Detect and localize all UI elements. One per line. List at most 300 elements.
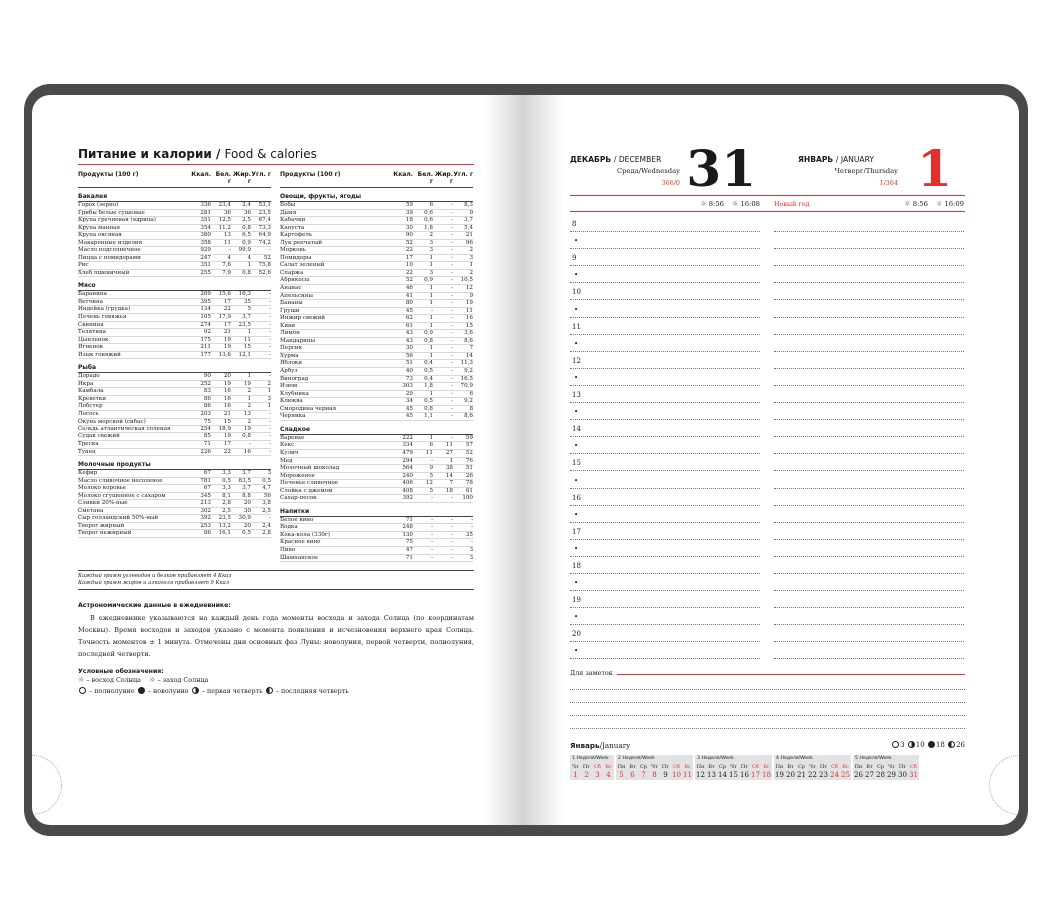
planner-cell-jan-1[interactable] <box>774 574 964 591</box>
hour-label: 15 <box>572 459 581 468</box>
food-value: 1 <box>429 315 433 322</box>
food-value: 15,6 <box>218 291 231 298</box>
food-name: Кулич <box>280 449 299 456</box>
hour-label: 18 <box>572 561 581 570</box>
food-name: Молоко сгущенное с сахаром <box>78 492 166 499</box>
planner-cell-jan-1[interactable] <box>774 557 964 574</box>
planner-line <box>570 318 965 335</box>
day-number: 28 <box>876 771 885 780</box>
half-hour-dot: • <box>574 237 579 246</box>
planner-cell-jan-1[interactable] <box>774 420 964 437</box>
food-value: 1 <box>429 322 433 329</box>
planner-cell-dec-31[interactable] <box>570 420 760 437</box>
planner-cell-dec-31[interactable] <box>570 471 760 488</box>
food-value: 12 <box>465 285 473 292</box>
footnote: Каждый грамм углеводов и белков прибавляет 4 Ккал <box>78 573 232 580</box>
food-value: 1 <box>429 434 433 441</box>
calendar-day[interactable] <box>682 763 693 780</box>
food-name: Рис <box>78 262 89 269</box>
column-header: Бел. г <box>215 171 231 185</box>
food-value: 203 <box>200 410 211 417</box>
food-value: - <box>451 539 453 546</box>
food-value: 2 <box>429 232 433 239</box>
table-column-1 <box>78 168 271 562</box>
planner-cell-jan-1[interactable] <box>774 625 964 642</box>
table-row <box>280 353 473 361</box>
food-value: 0,8 <box>242 433 251 440</box>
planner-cell-dec-31[interactable] <box>570 215 760 232</box>
food-name: Изюм <box>280 383 298 390</box>
planner-cell-jan-1[interactable] <box>774 318 964 335</box>
planner-cell-dec-31[interactable] <box>570 352 760 369</box>
food-value: - <box>451 224 453 231</box>
day-number: 25 <box>841 771 850 780</box>
day-number: 9 <box>663 771 668 780</box>
food-name: Бобы <box>280 202 296 208</box>
planner-cell-dec-31[interactable] <box>570 335 760 352</box>
table-row <box>280 300 473 308</box>
food-value: 177 <box>200 351 211 358</box>
week-word: Неделя/Week <box>859 756 892 762</box>
food-name: Пицца с помидорами <box>78 254 141 261</box>
table-row <box>280 391 473 399</box>
weekday-abbr: Чт <box>809 764 816 771</box>
food-value: - <box>451 375 453 382</box>
calendar-day[interactable] <box>908 763 919 780</box>
weekday-abbr: Чт <box>572 764 579 771</box>
food-name: Арбуз <box>280 368 298 375</box>
weekday-abbr: Пн <box>696 764 705 771</box>
food-value: 52 <box>465 449 473 456</box>
weekday-abbr: Чт <box>888 764 895 771</box>
planner-cell-dec-31[interactable] <box>570 523 760 540</box>
calendar-day[interactable] <box>761 763 772 780</box>
hour-label: 12 <box>572 356 581 365</box>
table-row <box>280 255 473 263</box>
food-value: 2 <box>469 269 473 276</box>
food-value: 3 <box>429 247 433 254</box>
day-number: 13 <box>707 771 716 780</box>
food-name: Телятина <box>78 329 107 336</box>
food-name: Шампанское <box>280 554 319 561</box>
food-value: - <box>431 554 433 561</box>
food-value: - <box>269 441 271 448</box>
week-word: Неделя/Week <box>622 756 655 762</box>
planner-cell-jan-1[interactable] <box>774 591 964 608</box>
planner-cell-dec-31[interactable] <box>570 318 760 335</box>
food-value: 16 <box>243 448 251 455</box>
food-value: 6,5 <box>242 232 251 239</box>
food-value: 19 <box>223 336 231 343</box>
planner-cell-dec-31[interactable] <box>570 540 760 557</box>
holiday-label: Новый год <box>774 199 810 208</box>
food-value: 73,3 <box>258 224 271 231</box>
planner-line <box>570 471 965 488</box>
food-value: 20 <box>223 373 231 380</box>
food-value: - <box>269 298 271 305</box>
food-value: - <box>269 426 271 433</box>
planner-cell-jan-1[interactable] <box>774 266 964 283</box>
calendar-day[interactable] <box>750 763 761 780</box>
day-number: 24 <box>830 771 839 780</box>
food-value: - <box>431 539 433 546</box>
planner-cell-jan-1[interactable] <box>774 403 964 420</box>
food-name: Язык говяжий <box>78 351 121 358</box>
planner-cell-jan-1[interactable] <box>774 232 964 249</box>
planner-cell-dec-31[interactable] <box>570 369 760 386</box>
planner-cell-jan-1[interactable] <box>774 215 964 232</box>
food-name: Груши <box>280 307 300 314</box>
table-row <box>78 441 271 449</box>
calendar-day[interactable] <box>695 763 706 780</box>
week-days <box>774 763 851 780</box>
planner-cell-jan-1[interactable] <box>774 352 964 369</box>
category-title: Молочные продукты <box>78 461 271 470</box>
planner-cell-jan-1[interactable] <box>774 454 964 471</box>
half-hour-dot: • <box>574 305 579 314</box>
food-value: 2 <box>469 247 473 254</box>
planner-cell-jan-1[interactable] <box>774 506 964 523</box>
food-calories-section <box>78 147 474 697</box>
moon-phases: 3 10 18 26 <box>891 741 965 750</box>
food-value: 6 <box>429 442 433 449</box>
note-line[interactable] <box>570 716 965 729</box>
food-value: 294 <box>402 457 413 464</box>
table-row <box>280 517 473 525</box>
planner-cell-jan-1[interactable] <box>774 369 964 386</box>
calendar-day[interactable] <box>706 763 717 780</box>
food-value: 47 <box>405 546 413 553</box>
calendar-day[interactable] <box>570 763 581 780</box>
planner-cell-dec-31[interactable] <box>570 437 760 454</box>
day-number: 26 <box>854 771 863 780</box>
right-page <box>525 95 1019 825</box>
table-row <box>280 539 473 547</box>
first-quarter-icon <box>192 687 199 694</box>
food-value: 395 <box>200 298 211 305</box>
food-value: 281 <box>200 209 211 216</box>
food-value: 56 <box>405 352 413 359</box>
calendar-day[interactable] <box>717 763 728 780</box>
planner-cell-dec-31[interactable] <box>570 625 760 642</box>
note-line[interactable] <box>570 703 965 716</box>
planner-cell-dec-31[interactable] <box>570 574 760 591</box>
food-name: Капуста <box>280 224 305 231</box>
food-value: 9 <box>429 465 433 472</box>
food-value: 52 <box>405 277 413 284</box>
food-value: - <box>269 448 271 455</box>
food-value: 36 <box>243 209 251 216</box>
planner-cell-jan-1[interactable] <box>774 437 964 454</box>
column-header: Продукты (100 г) <box>78 171 139 178</box>
planner-cell-dec-31[interactable] <box>570 403 760 420</box>
calendar-week <box>853 755 919 780</box>
planner-cell-dec-31[interactable] <box>570 283 760 300</box>
planner-cell-jan-1[interactable] <box>774 608 964 625</box>
column-header: Жир. г <box>232 171 251 185</box>
food-value: 354 <box>200 224 211 231</box>
calendar-day[interactable] <box>581 763 592 780</box>
food-name: Яблоки <box>280 360 303 367</box>
food-value: - <box>269 336 271 343</box>
food-value: - <box>269 344 271 351</box>
calendar-day[interactable] <box>649 763 660 780</box>
table-row <box>280 330 473 338</box>
table-row <box>78 449 271 457</box>
planner-cell-dec-31[interactable] <box>570 591 760 608</box>
food-value: 9,2 <box>464 368 473 375</box>
food-value: - <box>269 291 271 298</box>
food-value: 8,6 <box>464 413 473 420</box>
table-header <box>78 168 271 188</box>
column-header: Угл. г <box>251 171 271 178</box>
calendar-day[interactable] <box>592 763 603 780</box>
food-value: 16,1 <box>218 530 231 537</box>
food-name: Киви <box>280 322 295 329</box>
calendar-day[interactable] <box>774 763 785 780</box>
table-row <box>280 270 473 278</box>
food-value: 2,8 <box>262 530 271 537</box>
planner-cell-dec-31[interactable] <box>570 557 760 574</box>
food-name: Пиво <box>280 546 296 553</box>
table-row <box>280 442 473 450</box>
table-row <box>78 396 271 404</box>
food-name: Кабачки <box>280 217 306 224</box>
food-value: 16 <box>223 388 231 395</box>
food-value: - <box>451 262 453 269</box>
planner-cell-jan-1[interactable] <box>774 300 964 317</box>
day-number: 2 <box>584 771 589 780</box>
food-value: - <box>431 307 433 314</box>
planner-line <box>570 335 965 352</box>
food-value: 41 <box>405 292 413 299</box>
calendar-day[interactable] <box>853 763 864 780</box>
table-column-2 <box>280 168 473 562</box>
food-value: 334 <box>402 442 413 449</box>
planner-cell-dec-31[interactable] <box>570 489 760 506</box>
food-value: 11,3 <box>460 360 473 367</box>
half-hour-dot: • <box>574 373 579 382</box>
calendar-day[interactable] <box>886 763 897 780</box>
food-name: Молочный шоколад <box>280 465 340 472</box>
food-value: 0,4 <box>424 360 433 367</box>
food-value: 0,8 <box>242 224 251 231</box>
food-name: Кефир <box>78 470 98 477</box>
food-value: 1 <box>449 457 453 464</box>
food-value: 53,1 <box>258 202 271 208</box>
food-value: - <box>451 307 453 314</box>
calendar-day[interactable] <box>807 763 818 780</box>
food-value: 99,9 <box>238 247 251 254</box>
food-value: 11 <box>223 239 231 246</box>
food-value: 2 <box>247 388 251 395</box>
food-value: 43 <box>405 330 413 337</box>
calendar-day[interactable] <box>739 763 750 780</box>
calendar-day[interactable] <box>627 763 638 780</box>
food-name: Лобстер <box>78 403 103 410</box>
planner-cell-jan-1[interactable] <box>774 386 964 403</box>
calendar-day[interactable] <box>616 763 627 780</box>
planner-line <box>570 300 965 317</box>
table-row <box>280 368 473 376</box>
food-value: 73 <box>405 375 413 382</box>
food-name: Судак свежий <box>78 433 120 440</box>
calendar-day[interactable] <box>671 763 682 780</box>
planner-line <box>570 232 965 249</box>
food-value: - <box>451 531 453 538</box>
day-number: 3 <box>595 771 600 780</box>
table-row <box>280 488 473 496</box>
planner-cell-dec-31[interactable] <box>570 506 760 523</box>
food-value: 7,9 <box>222 269 231 276</box>
planner-cell-dec-31[interactable] <box>570 300 760 317</box>
hour-label: 14 <box>572 425 581 434</box>
food-value: 11 <box>465 307 473 314</box>
calendar-day[interactable] <box>603 763 614 780</box>
food-value: 252 <box>200 380 211 387</box>
calendar-day[interactable] <box>728 763 739 780</box>
table-row <box>280 473 473 481</box>
food-value: 11 <box>425 449 433 456</box>
food-value: 27 <box>445 449 453 456</box>
planner-cell-jan-1[interactable] <box>774 642 964 659</box>
sun-times-row: ☼ 8:56 ☼ 16:08 Новый год ☼ 8:56 ☼ 16:09 <box>700 199 964 208</box>
table-row <box>78 329 271 337</box>
planner-cell-jan-1[interactable] <box>774 523 964 540</box>
food-value: 45 <box>405 405 413 412</box>
table-row <box>280 285 473 293</box>
food-name: Мед <box>280 457 293 464</box>
food-value: 3 <box>469 554 473 561</box>
planner-cell-jan-1[interactable] <box>774 283 964 300</box>
food-name: Крупа гречневая (ядрица) <box>78 217 156 224</box>
hour-label: 10 <box>572 288 581 297</box>
food-value: 13,2 <box>218 522 231 529</box>
food-name: Инжир свежий <box>280 315 326 322</box>
food-value: 0,4 <box>424 375 433 382</box>
calendar-day[interactable] <box>818 763 829 780</box>
food-value: 1 <box>247 329 251 336</box>
planner-cell-jan-1[interactable] <box>774 471 964 488</box>
day-number: 6 <box>630 771 635 780</box>
food-name: Варенье <box>280 434 305 441</box>
food-value: - <box>451 360 453 367</box>
planner-cell-jan-1[interactable] <box>774 489 964 506</box>
calendar-week <box>695 755 772 780</box>
food-value: 2 <box>247 418 251 425</box>
half-hour-dot: • <box>574 271 579 280</box>
food-value: 1,8 <box>424 224 433 231</box>
category-title: Бакалея <box>78 193 271 202</box>
planner-cell-jan-1[interactable] <box>774 540 964 557</box>
day-number: 27 <box>865 771 874 780</box>
food-value: 254 <box>200 426 211 433</box>
table-row <box>280 532 473 540</box>
calendar-day[interactable] <box>840 763 851 780</box>
day-number: 14 <box>718 771 727 780</box>
planner-cell-jan-1[interactable] <box>774 335 964 352</box>
planner-cell-dec-31[interactable] <box>570 642 760 659</box>
calendar-day[interactable] <box>829 763 840 780</box>
planner-cell-dec-31[interactable] <box>570 249 760 266</box>
weekday-label: Среда/Wednesday <box>616 167 680 175</box>
food-value: 3 <box>267 470 271 477</box>
day-number: 8 <box>652 771 657 780</box>
food-value: 71 <box>405 516 413 523</box>
planner-line <box>570 642 965 659</box>
food-name: Творог жирный <box>78 522 125 529</box>
table-row <box>280 360 473 368</box>
column-header: Продукты (100 г) <box>280 171 341 178</box>
calendar-week <box>570 755 614 780</box>
food-value: 345 <box>200 492 211 499</box>
food-name: Свинина <box>78 321 104 328</box>
day-number: 19 <box>775 771 784 780</box>
planner-book <box>24 84 1028 836</box>
food-value: 4 <box>227 254 231 261</box>
table-row <box>78 388 271 396</box>
footnotes <box>78 570 474 590</box>
planner-cell-dec-31[interactable] <box>570 454 760 471</box>
day-number: 1 <box>917 139 952 198</box>
food-name: Икра <box>78 380 94 387</box>
calendar-day[interactable] <box>785 763 796 780</box>
food-value: 274 <box>200 321 211 328</box>
weekday-abbr: Чт <box>651 764 658 771</box>
calendar-day[interactable] <box>638 763 649 780</box>
food-value: 7 <box>469 345 473 352</box>
food-value: 67,4 <box>258 217 271 224</box>
food-name: Черника <box>280 413 306 420</box>
calendar-day[interactable] <box>660 763 671 780</box>
calendar-title: Январь <box>570 741 600 751</box>
food-value: 105 <box>200 313 211 320</box>
food-value: 86 <box>203 403 211 410</box>
weekday-abbr: Вс <box>684 764 691 771</box>
food-value: - <box>451 292 453 299</box>
half-hour-dot: • <box>574 579 579 588</box>
planner-line <box>570 403 965 420</box>
food-value: 15 <box>243 344 251 351</box>
food-value: - <box>451 337 453 344</box>
half-hour-dot: • <box>574 442 579 451</box>
note-line[interactable] <box>570 677 965 690</box>
day-number: 18 <box>762 771 771 780</box>
calendar-day[interactable] <box>897 763 908 780</box>
food-value: 406 <box>402 480 413 487</box>
food-name: Индейка (грудка) <box>78 306 131 313</box>
planner-line <box>570 489 965 506</box>
calendar-day[interactable] <box>875 763 886 780</box>
note-line[interactable] <box>570 690 965 703</box>
food-value: - <box>451 269 453 276</box>
planner-cell-dec-31[interactable] <box>570 608 760 625</box>
planner-cell-dec-31[interactable] <box>570 266 760 283</box>
calendar-day[interactable] <box>796 763 807 780</box>
food-value: 52 <box>263 254 271 261</box>
calendar-day[interactable] <box>864 763 875 780</box>
food-value: 70,9 <box>460 383 473 390</box>
table-row <box>280 232 473 240</box>
food-value: 100 <box>462 495 473 502</box>
planner-cell-dec-31[interactable] <box>570 386 760 403</box>
planner-line <box>570 557 965 574</box>
food-value: 19 <box>243 426 251 433</box>
planner-cell-dec-31[interactable] <box>570 232 760 249</box>
planner-cell-jan-1[interactable] <box>774 249 964 266</box>
food-value: 17 <box>223 321 231 328</box>
food-name: Масло подсолнечное <box>78 247 141 254</box>
